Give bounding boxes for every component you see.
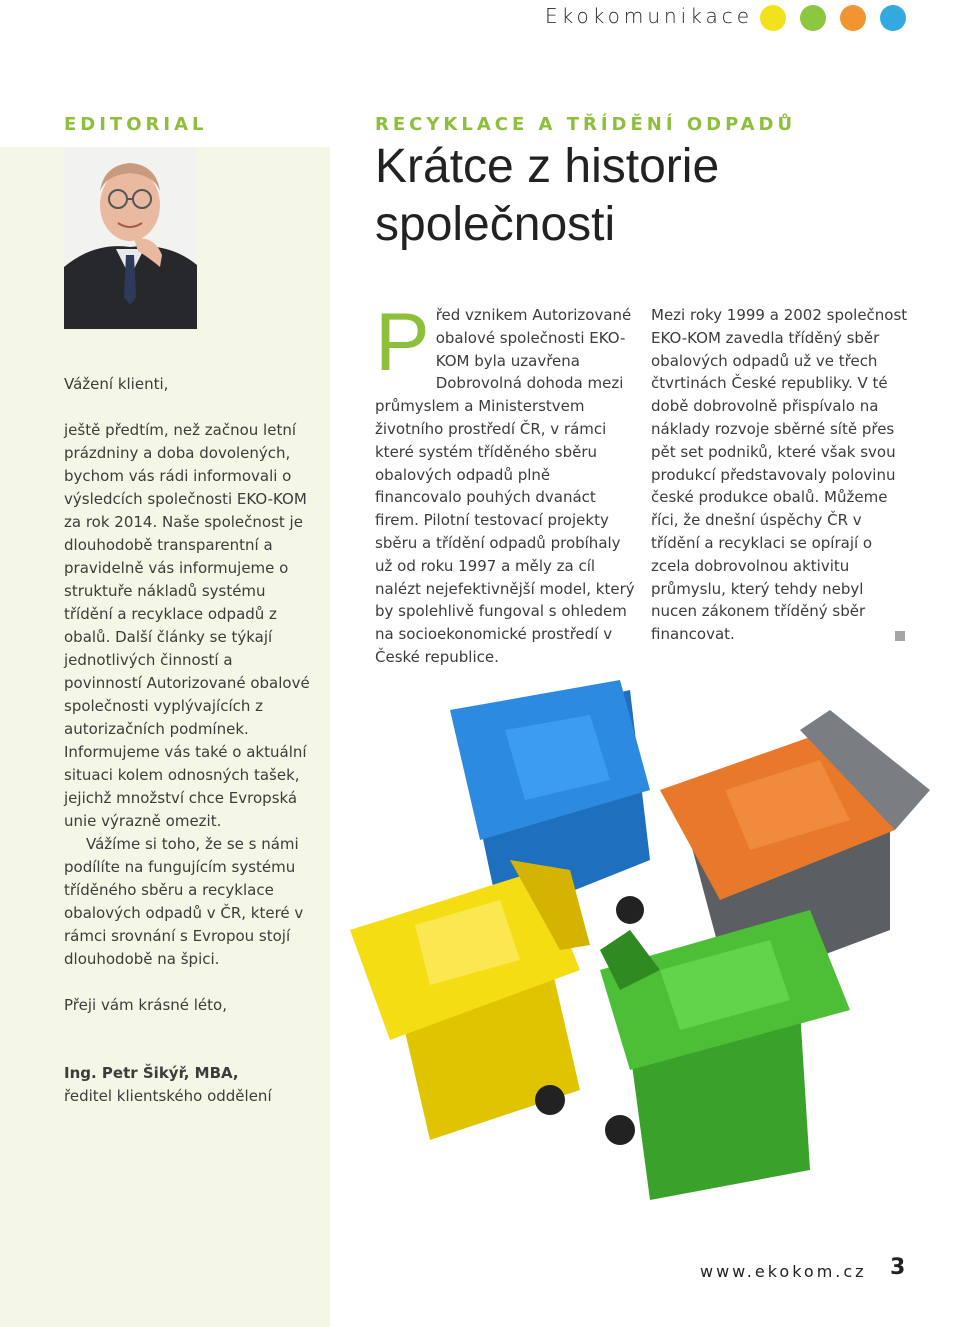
editorial-greeting: Vážení klienti, xyxy=(64,375,169,393)
signature-name: Ing. Petr Šikýř, MBA, xyxy=(64,1064,239,1082)
yellow-bin xyxy=(350,860,590,1140)
brand-title: Ekokomunikace xyxy=(545,4,754,28)
blue-dot xyxy=(880,5,906,31)
green-dot xyxy=(800,5,826,31)
author-photo xyxy=(64,147,197,329)
editorial-body xyxy=(64,373,314,1108)
article-title xyxy=(375,138,719,254)
article-end-mark xyxy=(895,631,905,641)
recycling-bins-image xyxy=(330,670,960,1200)
article-column-1-text: řed vznikem Autorizované obalové společnosti EKO-KOM byla uzavřena Dobrovolná dohoda mezi průmyslem a Ministerstvem životního prostředí ČR, v rámci které systém tříděného sběru obalových odpadů plně financovalo pouhých dvanáct firem. Pilotní testovací projekty sběru a třídění odpadů probíhaly už od roku 1997 a měly za cíl nalézt nejefektivnější model, který by spolehlivě fungoval s ohledem na socioekonomické prostředí v České republice. xyxy=(375,306,635,666)
yellow-dot xyxy=(760,5,786,31)
editorial-label: EDITORIAL xyxy=(64,114,208,135)
signature-role: ředitel klientského oddělení xyxy=(64,1087,272,1105)
article-title-line-2: společnosti xyxy=(375,198,616,251)
editorial-paragraph-1: ještě předtím, než začnou letní prázdniny a doba dovolených, bychom vás rádi informovali o výsledcích společnosti EKO-KOM za rok 2014. Naše společnost je dlouhodobě transparentní a pravidelně vás informujeme o struktuře nákladů systému třídění a recyklace odpadů z obalů. Další články se týkají jednotlivých činností a povinností Autorizované obalové společnosti vyplývajících z autorizačních podmínek. Informujeme vás také o aktuální situaci kolem odnosných tašek, jejichž množství chce Evropská unie výrazně omezit. xyxy=(64,421,310,830)
drop-cap: P xyxy=(375,297,430,388)
footer-url: www.ekokom.cz xyxy=(700,1262,867,1281)
brand-dots xyxy=(760,5,906,31)
article-label: RECYKLACE A TŘÍDĚNÍ ODPADŮ xyxy=(375,114,797,135)
article-column-1 xyxy=(375,297,635,669)
green-bin xyxy=(600,910,850,1200)
article-column-2-text: Mezi roky 1999 a 2002 společnost EKO-KOM zavedla tříděný sběr obalových odpadů už ve třech čtvrtinách České republiky. V té době dobrovolně přispívalo na náklady rozvoje sběrné sítě přes pět set podniků, které však svou produkcí představovaly polovinu české produkce obalů. Můžeme říci, že dnešní úspěchy ČR v třídění a recyklaci se opírají o zcela dobrovolnou aktivitu průmyslu, který tehdy nebyl nucen zákonem tříděný sběr financovat. xyxy=(651,306,908,644)
article-title-line-1: Krátce z historie xyxy=(375,140,720,193)
orange-dot xyxy=(840,5,866,31)
page-number: 3 xyxy=(890,1255,906,1280)
article-column-2 xyxy=(651,304,913,646)
editorial-paragraph-2: Vážíme si toho, že se s námi podílíte na fungujícím systému tříděného sběru a recyklace obalových odpadů v ČR, které v rámci srovnání s Evropou stojí dlouhodobě na špici. xyxy=(64,835,304,968)
editorial-closing: Přeji vám krásné léto, xyxy=(64,996,227,1014)
